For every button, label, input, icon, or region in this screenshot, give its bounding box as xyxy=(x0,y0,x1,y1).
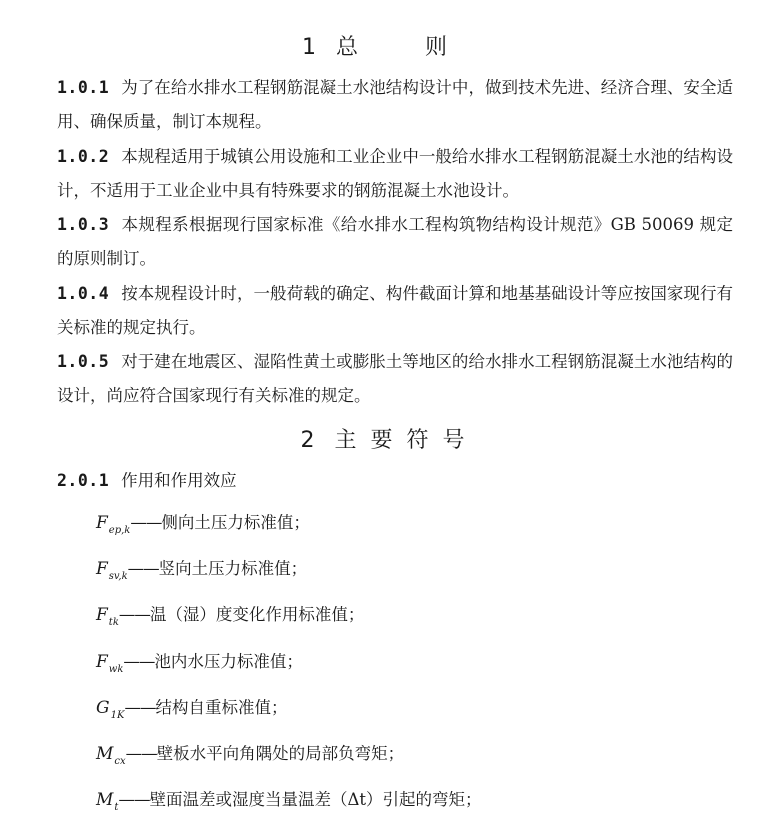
symbol-subscript: sv,k xyxy=(108,571,128,582)
symbol-main: F xyxy=(96,559,108,579)
clause-1-0-2 xyxy=(57,140,733,208)
chapter-2-number: 2 xyxy=(300,428,317,453)
symbol-description: 壁面温差或湿度当量温差（Δt）引起的弯矩； xyxy=(149,790,482,809)
symbol-dash: —— xyxy=(127,559,159,578)
symbol-main: G xyxy=(96,698,110,718)
clause-text: 本规程系根据现行国家标准《给水排水工程构筑物结构设计规范》GB 50069 规定的原则制订。 xyxy=(57,215,733,268)
symbol-description: 竖向土压力标准值； xyxy=(158,559,308,578)
symbol-subscript: 1K xyxy=(110,710,125,721)
symbol-subscript: t xyxy=(114,802,119,813)
symbol-subscript: ep,k xyxy=(108,525,131,536)
clause-text: 对于建在地震区、湿陷性黄土或膨胀土等地区的给水排水工程钢筋混凝土水池结构的设计，尚应符合国家现行有关标准的规定。 xyxy=(57,352,733,405)
symbol-main: F xyxy=(96,513,108,533)
symbol-subscript: wk xyxy=(108,664,124,675)
symbol-description: 温（湿）度变化作用标准值； xyxy=(149,605,365,624)
symbol-subscript: tk xyxy=(108,617,119,628)
symbol-main: M xyxy=(96,744,114,764)
clause-number: 1.0.2 xyxy=(57,147,110,166)
chapter-2-heading: 主要符号 xyxy=(334,428,479,453)
clause-1-0-5 xyxy=(57,345,733,413)
symbol-entry xyxy=(96,509,310,536)
symbol-entry xyxy=(96,740,405,767)
clause-text: 本规程适用于城镇公用设施和工业企业中一般给水排水工程钢筋混凝土水池的结构设计，不适用于工业企业中具有特殊要求的钢筋混凝土水池设计。 xyxy=(57,147,733,200)
symbol-entry xyxy=(96,601,365,628)
symbol-main: F xyxy=(96,605,108,625)
chapter-1-title xyxy=(0,30,779,61)
clause-number: 1.0.4 xyxy=(57,284,110,303)
symbol-entry xyxy=(96,694,288,721)
symbol-subscript: cx xyxy=(114,756,126,767)
clause-1-0-4 xyxy=(57,277,733,345)
clause-text: 为了在给水排水工程钢筋混凝土水池结构设计中，做到技术先进、经济合理、安全适用、确保质量，制订本规程。 xyxy=(57,78,733,131)
symbol-dash: —— xyxy=(118,790,150,809)
symbol-dash: —— xyxy=(124,698,156,717)
chapter-1-heading: 总 则 xyxy=(336,35,477,60)
symbol-main: M xyxy=(96,790,114,810)
symbol-main: F xyxy=(96,652,108,672)
chapter-2-title xyxy=(0,423,779,454)
symbol-dash: —— xyxy=(123,652,155,671)
symbol-entry xyxy=(96,555,308,582)
symbol-description: 侧向土压力标准值； xyxy=(161,513,310,532)
symbol-description: 池内水压力标准值； xyxy=(154,652,303,671)
symbol-dash: —— xyxy=(130,513,162,532)
clause-2-0-1 xyxy=(57,464,733,498)
clause-text: 按本规程设计时，一般荷载的确定、构件截面计算和地基基础设计等应按国家现行有关标准的规定执行。 xyxy=(57,284,733,337)
clause-number: 2.0.1 xyxy=(57,471,110,490)
clause-text: 作用和作用效应 xyxy=(121,471,237,490)
clause-number: 1.0.3 xyxy=(57,215,110,234)
clause-1-0-1 xyxy=(57,71,733,139)
symbol-description: 结构自重标准值； xyxy=(155,698,288,717)
symbol-description: 壁板水平向角隅处的局部负弯矩； xyxy=(156,744,405,763)
clause-number: 1.0.1 xyxy=(57,78,110,97)
clause-1-0-3 xyxy=(57,208,733,276)
symbol-entry xyxy=(96,786,482,813)
symbol-dash: —— xyxy=(125,744,157,763)
chapter-1-number: 1 xyxy=(302,35,318,60)
clause-number: 1.0.5 xyxy=(57,352,110,371)
symbol-entry xyxy=(96,648,303,675)
symbol-dash: —— xyxy=(118,605,150,624)
